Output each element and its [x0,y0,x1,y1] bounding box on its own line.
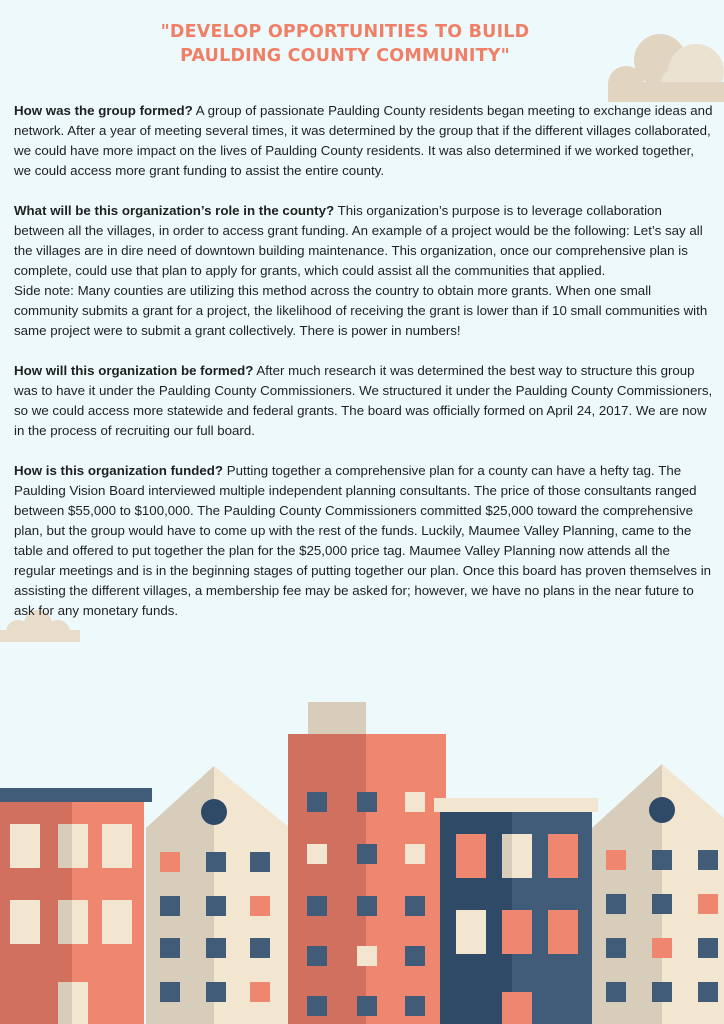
building-tall-center [288,702,446,1024]
section-structure [14,361,714,441]
section-text: This organization’s purpose is to leverage collaboration between all the villages, in order to access grant funding. An example of a project would be the following: Let’s say all the villages are in dire need of downtown building maintenance. This organization, once our comprehensive plan is complete, could use that plan to apply for grants, which could assist all the communities that applied. [14,203,703,278]
building-navy [434,798,598,1024]
page-title [100,20,590,68]
section-heading: How is this organization funded? [14,463,224,478]
title-line-2: PAULDING COUNTY COMMUNITY" [180,46,510,66]
section-heading: How will this organization be formed? [14,363,254,378]
section-funding [14,461,714,621]
article-body [14,101,714,621]
city-skyline-illustration [0,690,724,1024]
side-note: Side note: Many counties are utilizing this method across the country to obtain more grants. When one small community submits a grant for a project, the likelihood of receiving the grant is lower than if 10 small communities with same project were to submit a grant collectively. There is power in numbers! [14,283,708,338]
title-line-1: "DEVELOP OPPORTUNITIES TO BUILD [160,22,530,42]
building-left [0,788,152,1024]
section-heading: What will be this organization’s role in the county? [14,203,335,218]
cloud-decoration-top [596,22,724,102]
building-gabled-left [146,766,290,1024]
building-gabled-right [592,764,724,1024]
section-text: A group of passionate Paulding County residents began meeting to exchange ideas and network. After a year of meeting several times, it was determined by the group that if the different villages collaborated, we could have more impact on the lives of Paulding County residents. It was also determined if we worked together, we could access more grant funding to assist the entire county. [14,103,713,178]
section-heading: How was the group formed? [14,103,193,118]
section-text: After much research it was determined the best way to structure this group was to have it under the Paulding County Commissioners. We structured it under the Paulding County Commissioners, so we could access more statewide and federal grants. The board was officially formed on April 24, 2017. We are now in the process of recruiting our full board. [14,363,713,438]
section-formed [14,101,714,181]
section-text: Putting together a comprehensive plan for a county can have a hefty tag. The Paulding Vision Board interviewed multiple independent planning consultants. The price of those consultants ranged between $55,000 to $100,000. The Paulding County Commissioners committed $25,000 toward the comprehensive plan, but the group would have to come up with the rest of the funds. Luckily, Maumee Valley Planning, came to the table and offered to put together the plan for the $25,000 price tag. Maumee Valley Planning now attends all the regular meetings and is in the beginning stages of putting together our plan. Once this board has proven themselves in assisting the different villages, a membership fee may be asked for; however, we have no plans in the near future to ask for any monetary funds. [14,463,712,618]
section-role [14,201,714,281]
